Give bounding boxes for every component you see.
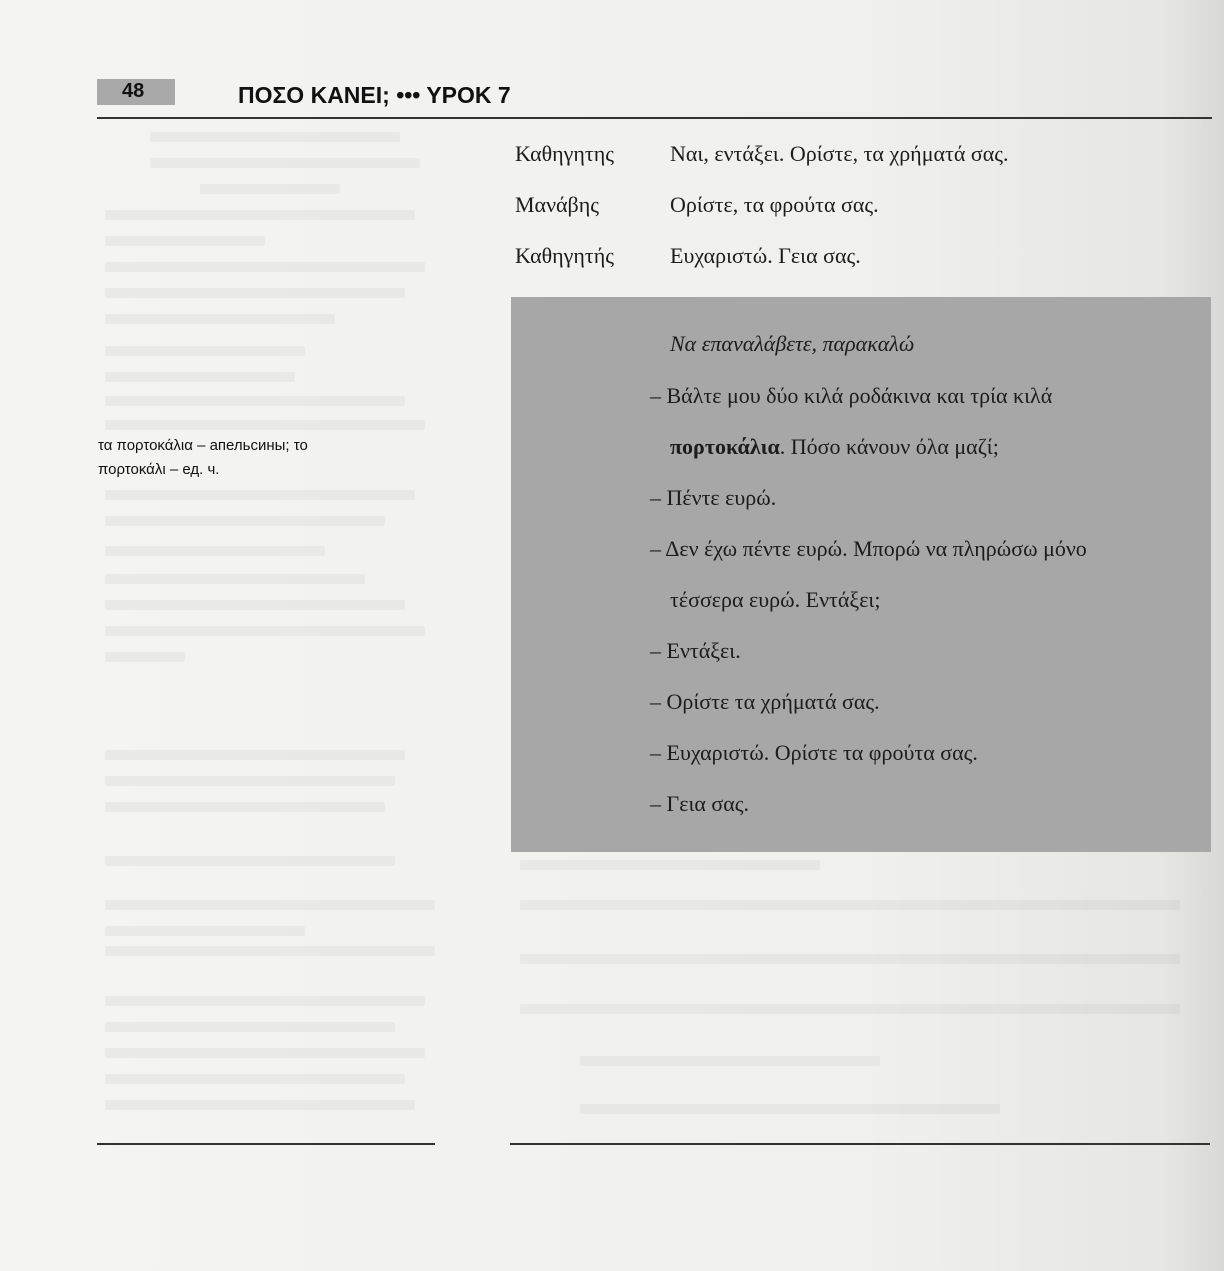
repeat-exercise-title: Να επαναλάβετε, παρακαλώ bbox=[670, 331, 915, 356]
dialogue-line: Ναι, εντάξει. Ορίστε, τα χρήματά σας. bbox=[670, 140, 1009, 166]
repeat-line: – Ευχαριστώ. Ορίστε τα φρούτα σας. bbox=[650, 739, 978, 765]
header-rule bbox=[97, 117, 1212, 119]
repeat-line-rest: . Πόσο κάνουν όλα μαζί; bbox=[779, 433, 999, 459]
repeat-line bbox=[650, 421, 1205, 472]
repeat-line: – Δεν έχω πέντε ευρώ. Μπορώ να πληρώσω μόνο bbox=[650, 535, 1087, 561]
repeat-exercise-lines bbox=[650, 370, 1205, 829]
running-title: ΠΟΣΟ ΚΑΝΕΙ; ••• ΥΡΟΚ 7 bbox=[238, 82, 511, 108]
repeat-line: – Βάλτε μου δύο κιλά ροδάκινα και τρία κιλά bbox=[650, 382, 1053, 408]
dialogue-line: Ορίστε, τα φρούτα σας. bbox=[670, 191, 879, 217]
footer-rule-right bbox=[510, 1143, 1210, 1145]
footer-rule-left bbox=[97, 1143, 435, 1145]
highlighted-word: πορτοκάλια bbox=[670, 433, 780, 459]
speaker: Καθηγητης bbox=[515, 140, 614, 166]
dialogue-row bbox=[515, 128, 1205, 179]
speaker: Μανάβης bbox=[515, 191, 599, 217]
glossary-line-2: πορτοκάλι – ед. ч. bbox=[98, 461, 220, 478]
repeat-line: – Πέντε ευρώ. bbox=[650, 484, 777, 510]
repeat-line: – Ορίστε τα χρήματά σας. bbox=[650, 688, 880, 714]
dialogue-line: Ευχαριστώ. Γεια σας. bbox=[670, 242, 861, 268]
dialogue-row bbox=[515, 179, 1205, 230]
glossary-note bbox=[98, 434, 428, 482]
glossary-line-1 bbox=[98, 434, 428, 458]
glossary-term: τα πορτοκάλια bbox=[98, 437, 193, 454]
repeat-line: τέσσερα ευρώ. Εντάξει; bbox=[670, 586, 881, 612]
glossary-translation: – апельсины; το bbox=[192, 437, 308, 454]
dialogue-row bbox=[515, 230, 1205, 281]
page-number: 48 bbox=[122, 80, 145, 102]
repeat-line: – Εντάξει. bbox=[650, 637, 741, 663]
speaker: Καθηγητής bbox=[515, 242, 614, 268]
repeat-line: – Γεια σας. bbox=[650, 790, 749, 816]
dialogue bbox=[515, 128, 1205, 281]
